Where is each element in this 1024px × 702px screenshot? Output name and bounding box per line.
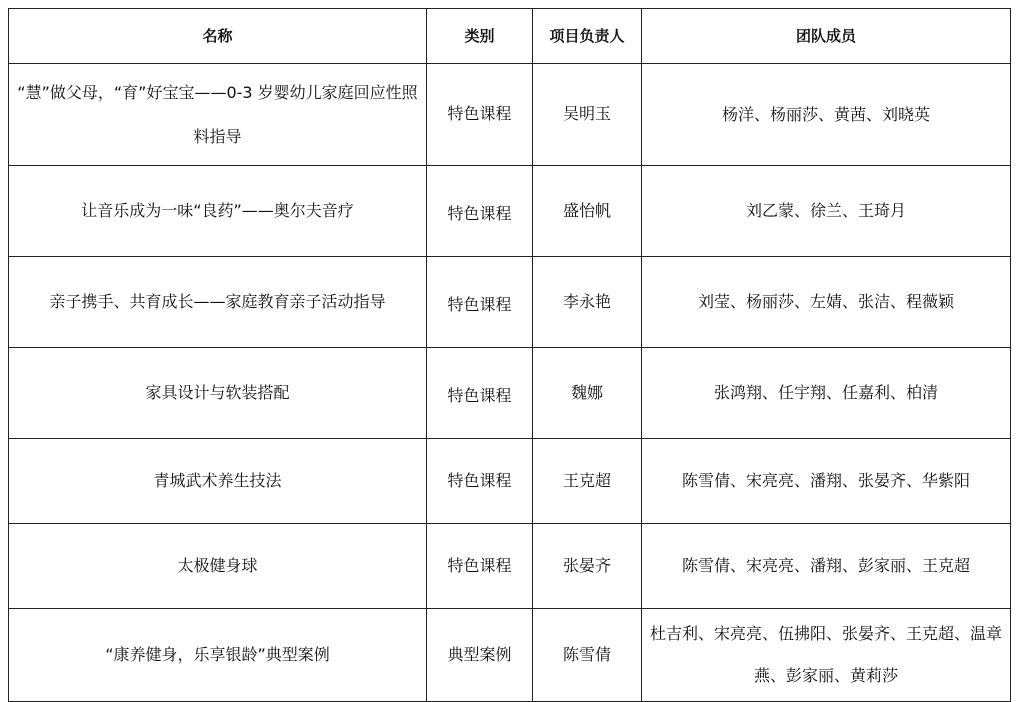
cell-lead: 魏娜 — [533, 348, 642, 439]
header-category: 类别 — [427, 9, 533, 64]
cell-category: 特色课程 — [427, 524, 533, 609]
cell-lead: 盛怡帆 — [533, 166, 642, 257]
cell-lead: 吴明玉 — [533, 64, 642, 166]
table-row — [9, 166, 1011, 257]
cell-name: 让音乐成为一味“良药”——奥尔夫音疗 — [9, 166, 427, 257]
cell-lead: 李永艳 — [533, 257, 642, 348]
table-row — [9, 439, 1011, 524]
header-members: 团队成员 — [642, 9, 1011, 64]
header-name: 名称 — [9, 9, 427, 64]
cell-members: 杜吉利、宋亮亮、伍拂阳、张晏齐、王克超、温章燕、彭家丽、黄莉莎 — [642, 609, 1011, 702]
cell-name: “康养健身，乐享银龄”典型案例 — [9, 609, 427, 702]
cell-members: 刘乙蒙、徐兰、王琦月 — [642, 166, 1011, 257]
cell-category: 特色课程 — [427, 64, 533, 166]
cell-category: 特色课程 — [427, 166, 533, 257]
cell-category: 典型案例 — [427, 609, 533, 702]
cell-category: 特色课程 — [427, 257, 533, 348]
cell-category: 特色课程 — [427, 348, 533, 439]
cell-lead: 陈雪倩 — [533, 609, 642, 702]
cell-name: 太极健身球 — [9, 524, 427, 609]
cell-members: 杨洋、杨丽莎、黄茜、刘晓英 — [642, 64, 1011, 166]
cell-name: 青城武术养生技法 — [9, 439, 427, 524]
table-row — [9, 64, 1011, 166]
header-lead: 项目负责人 — [533, 9, 642, 64]
cell-members: 刘莹、杨丽莎、左婧、张洁、程薇颖 — [642, 257, 1011, 348]
project-table — [8, 8, 1011, 702]
cell-lead: 王克超 — [533, 439, 642, 524]
cell-name: 亲子携手、共育成长——家庭教育亲子活动指导 — [9, 257, 427, 348]
table-row — [9, 257, 1011, 348]
cell-members: 陈雪倩、宋亮亮、潘翔、张晏齐、华紫阳 — [642, 439, 1011, 524]
table-header-row — [9, 9, 1011, 64]
cell-members: 张鸿翔、任宇翔、任嘉利、柏清 — [642, 348, 1011, 439]
cell-name: 家具设计与软装搭配 — [9, 348, 427, 439]
table-row — [9, 348, 1011, 439]
cell-name: “慧”做父母，“育”好宝宝——0-3 岁婴幼儿家庭回应性照料指导 — [9, 64, 427, 166]
cell-category: 特色课程 — [427, 439, 533, 524]
table-row — [9, 609, 1011, 702]
table-row — [9, 524, 1011, 609]
cell-members: 陈雪倩、宋亮亮、潘翔、彭家丽、王克超 — [642, 524, 1011, 609]
cell-lead: 张晏齐 — [533, 524, 642, 609]
